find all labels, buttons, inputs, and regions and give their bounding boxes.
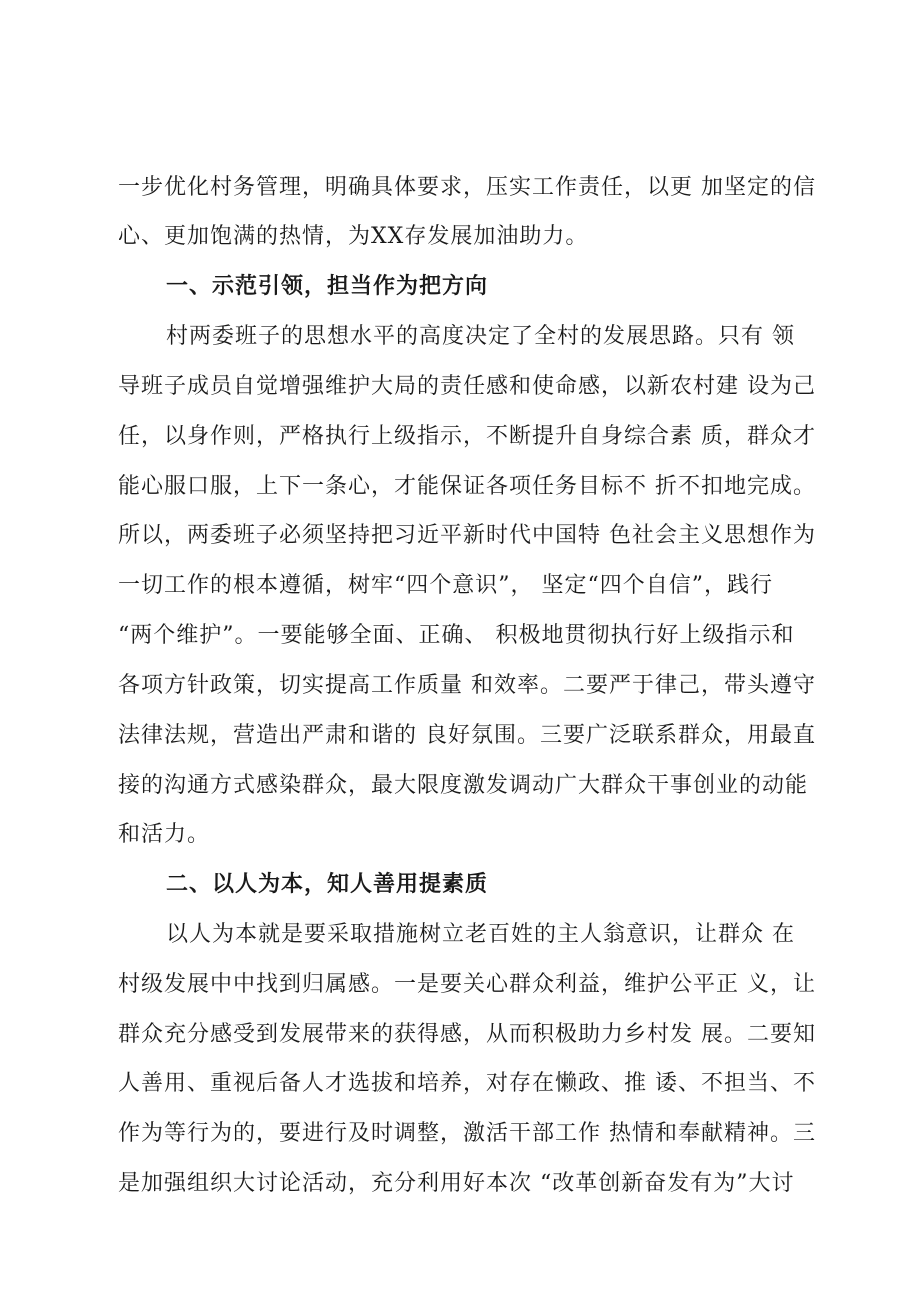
section-heading-1: 一、示范引领，担当作为把方向 <box>166 274 489 299</box>
text-line: 所以，两委班子必须坚持把习近平新时代中国特 色社会主义思想作为 <box>118 523 816 548</box>
text-line: 各项方针政策，切实提高工作质量 和效率。二要严于律己，带头遵守 <box>118 673 816 698</box>
text-line: 能心服口服，上下一条心，才能保证各项任务目标不 折不扣地完成。 <box>118 474 816 499</box>
text-line: 村级发展中中找到归属感。一是要关心群众利益，维护公平正 义，让 <box>118 972 816 997</box>
text-line: 一步优化村务管理，明确具体要求，压实工作责任，以更 加坚定的信 <box>118 175 816 200</box>
text-line: 接的沟通方式感染群众，最大限度激发调动广大群众干事创业的动能 <box>118 773 809 798</box>
text-line: 法律法规，营造出严肃和谐的 良好氛围。三要广泛联系群众，用最直 <box>118 723 816 748</box>
text-line: 一切工作的根本遵循，树牢“四个意识”， 坚定“四个自信”，践行 <box>118 573 773 598</box>
text-line: 和活力。 <box>118 822 211 847</box>
text-line: 作为等行为的，要进行及时调整，激活干部工作 热情和奉献精神。三 <box>118 1121 816 1146</box>
text-line: 村两委班子的思想水平的高度决定了全村的发展思路。只有 领 <box>166 324 795 349</box>
text-line: 群众充分感受到发展带来的获得感，从而积极助力乡村发 展。二要知 <box>118 1022 816 1047</box>
section-heading-2: 二、以人为本，知人善用提素质 <box>166 872 489 897</box>
text-line: 心、更加饱满的热情，为XX存发展加油助力。 <box>118 224 589 249</box>
text-line: 导班子成员自觉增强维护大局的责任感和使命感，以新农村建 设为己 <box>118 374 816 399</box>
text-line: 以人为本就是要采取措施树立老百姓的主人翁意识，让群众 在 <box>166 922 795 947</box>
text-line: 任，以身作则，严格执行上级指示，不断提升自身综合素 质，群众才 <box>118 424 816 449</box>
text-line: “两个维护”。一要能够全面、正确、 积极地贯彻执行好上级指示和 <box>118 623 795 648</box>
text-line: 是加强组织大讨论活动，充分利用好本次 “改革创新奋发有为”大讨 <box>118 1171 795 1196</box>
text-line: 人善用、重视后备人才选拔和培养，对存在懒政、推 诿、不担当、不 <box>118 1071 816 1096</box>
